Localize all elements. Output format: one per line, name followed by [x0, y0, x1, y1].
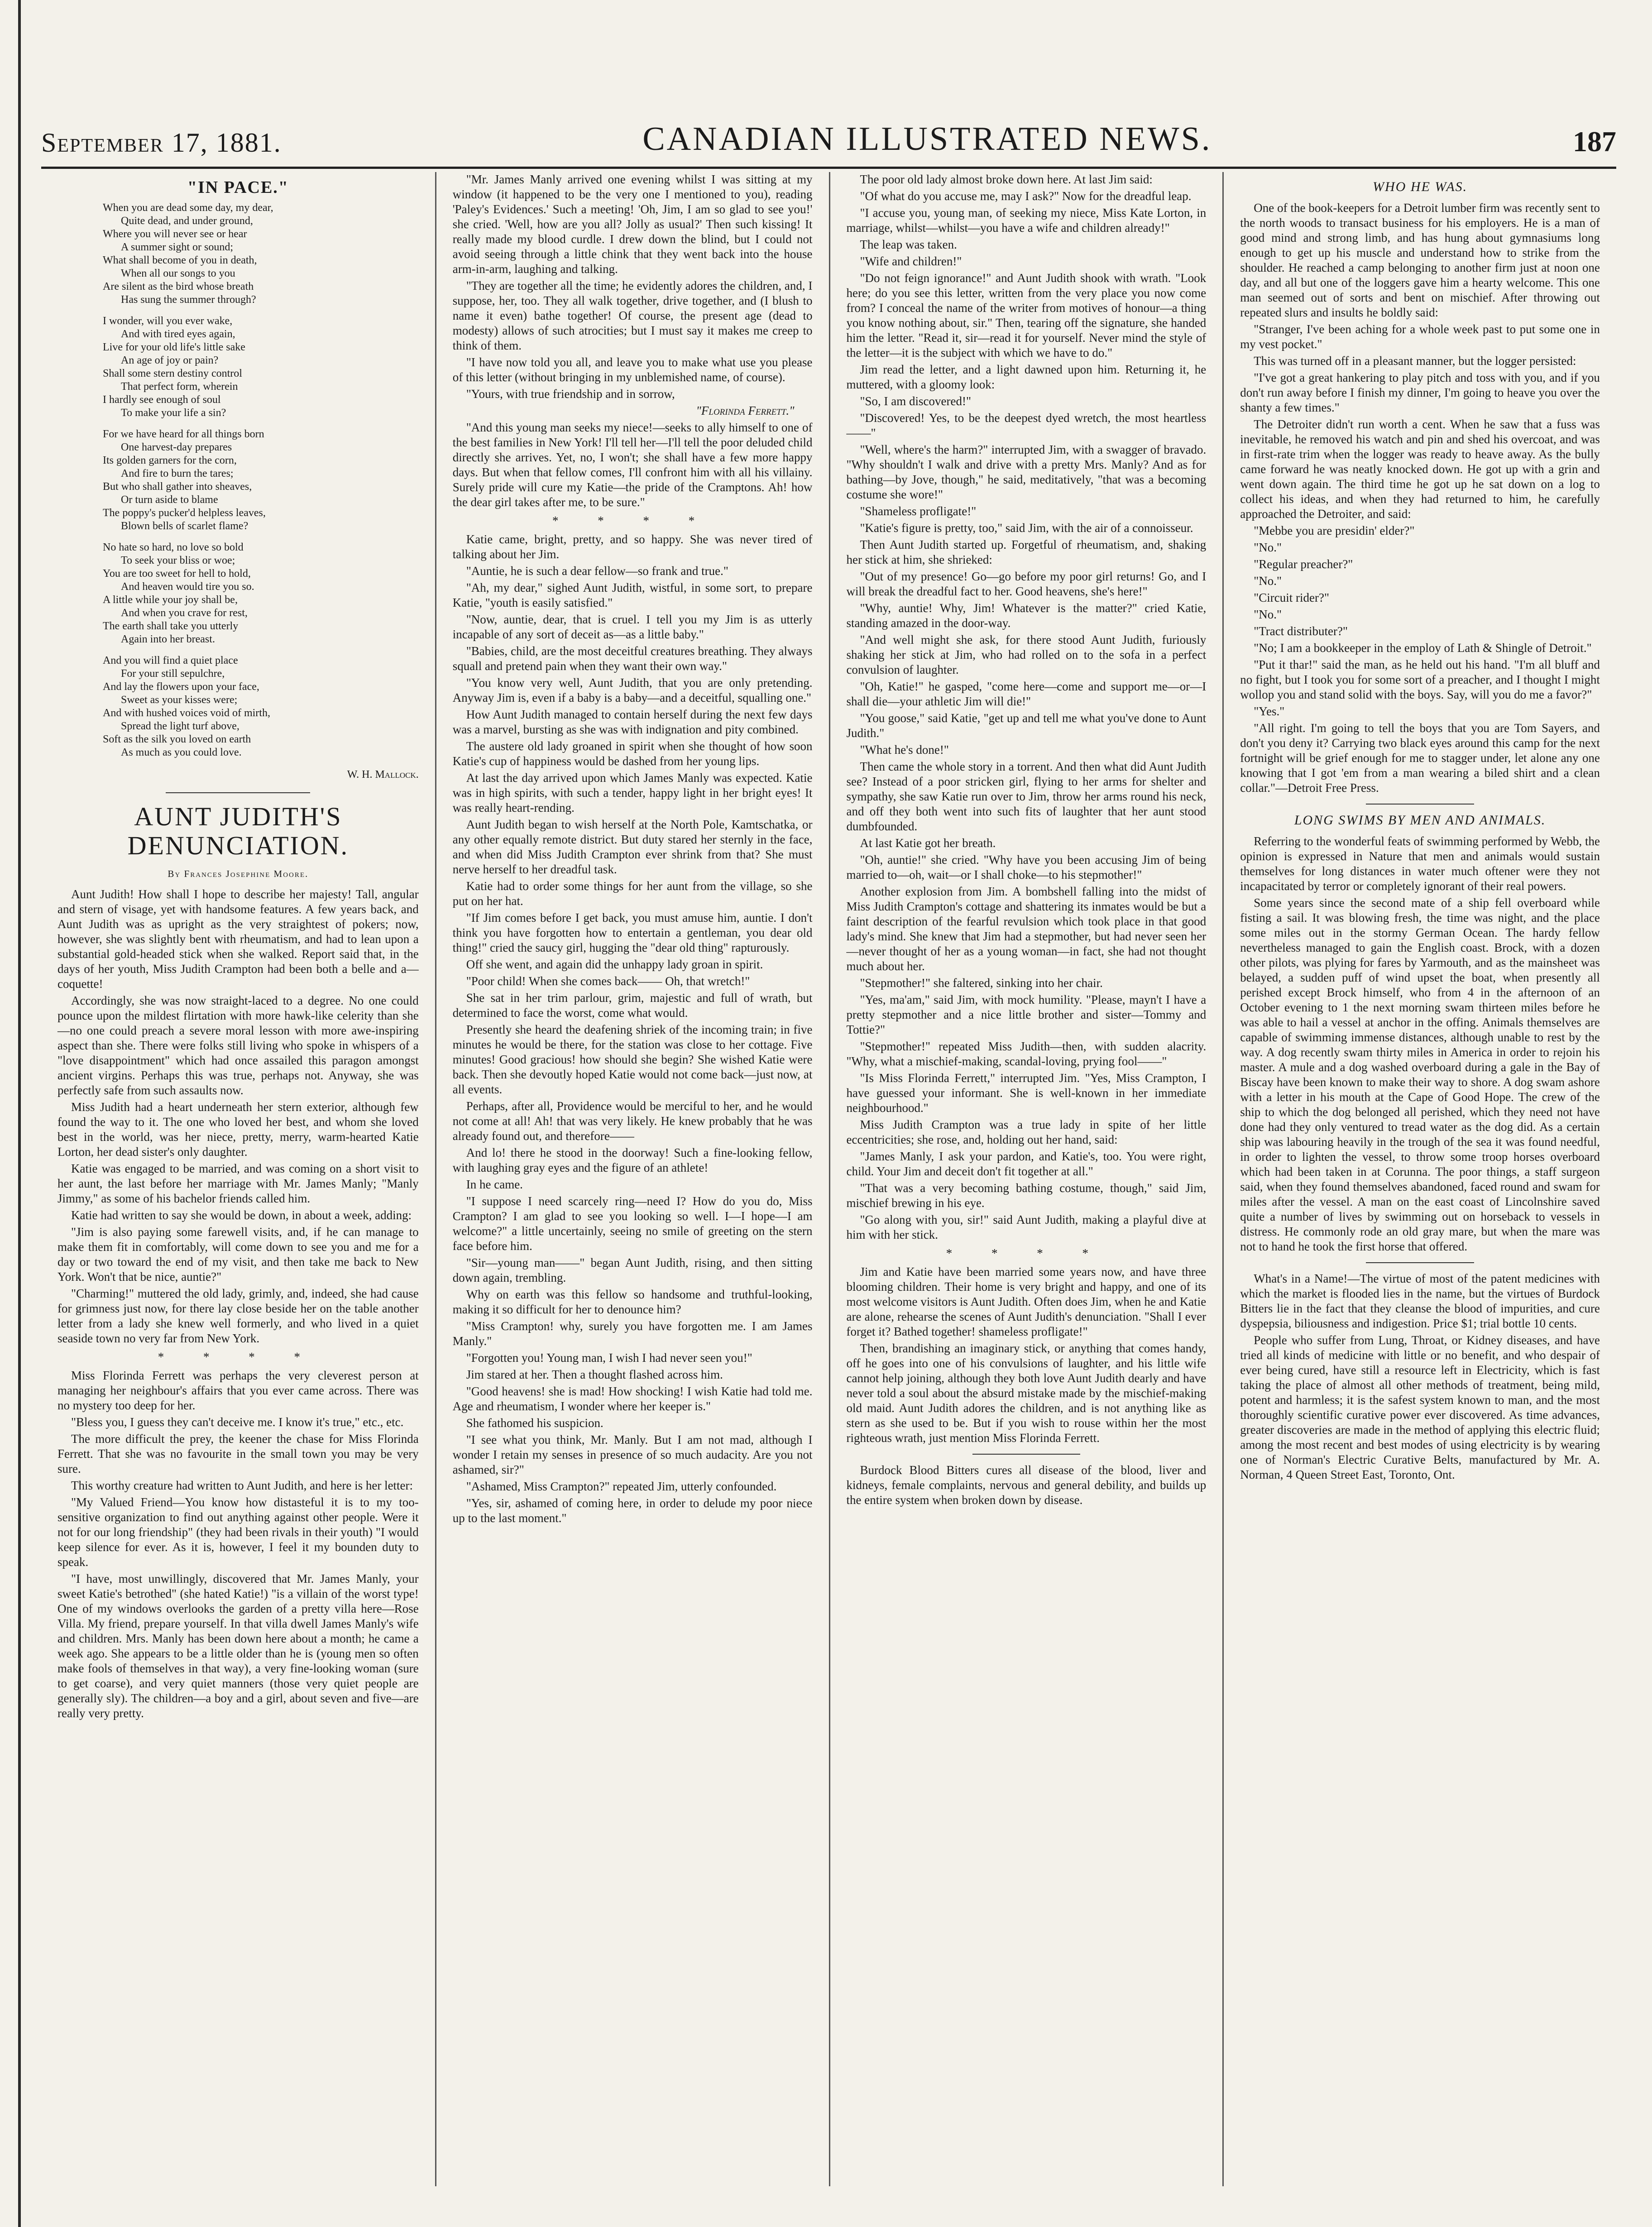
advertisement-burdock: Burdock Blood Bitters cures all disease of the blood, liver and kidneys, female complaints, nervous and general debility, and builds up the entire system when broken down by disease. [846, 1463, 1207, 1507]
paragraph: Perhaps, after all, Providence would be merciful to her, and he would not come at all! Ah! that was very likely. He knew probably that he was already found out, and therefore—— [452, 1099, 813, 1143]
poem-line: One harvest-day prepares [121, 441, 232, 453]
poem-stanza [103, 541, 419, 646]
paragraph: Another explosion from Jim. A bombshell falling into the midst of Miss Judith Crampton's cottage and shattering its inmates would be but a faint description of the fearful revulsion which took place in that good lady's mind. She knew that Jim had a stepmother, but had never seen her—never thought of her as a young woman—in fact, she had not thought much about her. [846, 885, 1207, 973]
paragraph: "Jim is also paying some farewell visits, and, if he can manage to make them fit in comfortably, will come down to see you and me for a day or two toward the end of my visit, and then take me back to New York. Won't that be nice, auntie?" [57, 1225, 419, 1284]
paragraph: "Discovered! Yes, to be the deepest dyed wretch, the most heartless——" [846, 411, 1207, 440]
paragraph: "My Valued Friend—You know how distasteful it is to my too-sensitive organization to find out anything against other people. Were it not for our long friendship" (they had been rivals in their youth) "I would keep silence for ever. As it is, however, I feel it my bounden duty to speak. [57, 1495, 419, 1569]
divider [1366, 1262, 1474, 1263]
paragraph: The more difficult the prey, the keener the chase for Miss Florinda Ferrett. That she was no favourite in the small town you may be very sure. [57, 1432, 419, 1475]
poem-line: The earth shall take you utterly [103, 620, 239, 632]
poem-stanza [103, 201, 419, 307]
poem-title: "IN PACE." [187, 178, 289, 197]
paragraph: "Shameless profligate!" [860, 504, 977, 518]
letter-signature: "Florinda Ferrett." [696, 404, 795, 417]
poem-line: Blown bells of scarlet flame? [121, 520, 249, 532]
paragraph: "What he's done!" [860, 743, 949, 757]
poem-line: The poppy's pucker'd helpless leaves, [103, 507, 266, 519]
paragraph: "Ah, my dear," sighed Aunt Judith, wistful, in some sort, to prepare Katie, "youth is easily satisfied." [452, 581, 813, 609]
poem-line: And fire to burn the tares; [121, 468, 234, 479]
paragraph: In he came. [466, 1178, 523, 1191]
poem-line: A summer sight or sound; [121, 241, 234, 253]
poem-body [57, 201, 419, 759]
story-byline: By Frances Josephine Moore. [168, 868, 309, 879]
paragraph: "Charming!" muttered the old lady, grimly, and, indeed, she had cause for grimness just now, for there lay close beside her on the table another letter from a lady she knew well formerly, and who lived in a quiet seaside town no very far from New York. [57, 1287, 419, 1345]
paragraph: "Yes, ma'am," said Jim, with mock humility. "Please, mayn't I have a pretty stepmother and a nice little brother and sister—Tommy and Tottie?" [846, 993, 1207, 1036]
advertisement-norman: People who suffer from Lung, Throat, or Kidney diseases, and have tried all kinds of medicine with little or no benefit, and who despair of ever being cured, have still a resource left in Electricity, which is fast taking the place of almost all other methods of treatment, being mild, potent and harmless; it is the safest system known to man, and the most thoroughly scientific curative power ever discovered. As time advances, greater discoveries are made in the method of applying this electric fluid; among the most recent and best modes of using electricity is by wearing one of Norman's Electric Curative Belts, manufactured by Mr. A. Norman, 4 Queen Street East, Toronto, Ont. [1240, 1333, 1600, 1481]
paragraph: "Oh, auntie!" she cried. "Why have you been accusing Jim of being married to—oh, wait—or I shall choke—to his stepmother!" [846, 853, 1207, 881]
paragraph: "Sir—young man——" began Aunt Judith, rising, and then sitting down again, trembling. [452, 1256, 813, 1284]
section-break: * * * * [946, 1246, 1106, 1260]
paragraph: "No." [1254, 574, 1282, 588]
story-text [453, 532, 813, 1526]
paragraph: The poor old lady almost broke down here. At last Jim said: [860, 172, 1153, 186]
paragraph: "Poor child! When she comes back—— Oh, that wretch!" [466, 974, 750, 988]
newspaper-page [18, 0, 1648, 2227]
paragraph: Presently she heard the deafening shriek of the incoming train; in five minutes he would be there, for the station was close to her cottage. Five minutes! Good gracious! how should she begin? She wished Katie were back. Then she devoutly hoped Katie would not come back—just now, at all events. [452, 1023, 813, 1096]
paragraph: "I accuse you, young man, of seeking my niece, Miss Kate Lorton, in marriage, whilst—whilst—you have a wife and children already!" [846, 206, 1207, 235]
poem-stanza [103, 428, 419, 533]
column-1 [41, 172, 435, 2186]
paragraph: Katie was engaged to be married, and was coming on a short visit to her aunt, the last before her marriage with Mr. James Manly; "Manly Jimmy," as some of his bachelor friends called him. [57, 1162, 419, 1205]
issue-date: September 17, 1881. [41, 128, 282, 158]
paragraph: "Bless you, I guess they can't deceive me. I know it's true," etc., etc. [71, 1415, 404, 1429]
paragraph: Aunt Judith began to wish herself at the North Pole, Kamtschatka, or any other equally remote district. But duty stared her sternly in the face, and when did Miss Judith Crampton ever shrink from that? She must nerve herself to her dreadful task. [452, 818, 813, 876]
paragraph: "Mr. James Manly arrived one evening whilst I was sitting at my window (it happened to be the very one I mentioned to you), reading 'Paley's Evidences.' Such a meeting! 'Oh, Jim, I am so glad to see you!' she cried. 'Well, how are you all? Jolly as usual?' Then such kissing! It really made my blood curdle. I drew down the blind, but I could not avoid seeing through a little chink that they went back into the house arm-in-arm, laughing and talking. [452, 172, 813, 276]
poem-line: No hate so hard, no love so bold [103, 541, 244, 553]
paragraph: "You goose," said Katie, "get up and tell me what you've done to Aunt Judith." [846, 711, 1207, 740]
poem-line: You are too sweet for hell to hold, [103, 568, 251, 579]
poem-line: For your still sepulchre, [121, 668, 225, 680]
paragraph: "You know very well, Aunt Judith, that you are only pretending. Anyway Jim is, even if a baby is a baby—and a deceitful, squalling one." [452, 676, 813, 704]
paragraph: "Katie's figure is pretty, too," said Jim, with the air of a connoisseur. [860, 521, 1193, 535]
paragraph: "I have now told you all, and leave you to make what use you please of this letter (without bringing in my unblemished name, of course). [452, 355, 813, 384]
paragraph: Referring to the wonderful feats of swimming performed by Webb, the opinion is expressed in Nature that men and animals would sustain themselves for long distances in water much oftener were they not incapacitated by terror or completely ignorant of their real powers. [1240, 834, 1600, 893]
divider [972, 1454, 1080, 1455]
paragraph: She fathomed his suspicion. [466, 1416, 603, 1430]
section-break: * * * * [158, 1350, 318, 1364]
poem-line: Are silent as the bird whose breath [103, 281, 254, 292]
paragraph: Jim and Katie have been married some years now, and have three blooming children. Their home is very bright and happy, and one of its most welcome visitors is Aunt Judith. Often does Jim, when he and Katie are alone, rehearse the scenes of Aunt Judith's denunciation. "Shall I ever forget it? Bathed together! shameless profligate!" [846, 1265, 1207, 1338]
poem-line: But who shall gather into sheaves, [103, 481, 252, 493]
paragraph: "No; I am a bookkeeper in the employ of Lath & Shingle of Detroit." [1254, 641, 1592, 655]
poem-line: And with hushed voices void of mirth, [103, 707, 270, 719]
paragraph: The leap was taken. [860, 238, 957, 251]
paragraph: "I see what you think, Mr. Manly. But I am not mad, although I wonder I retain my senses in presence of so much audacity. Are you not ashamed, sir?" [452, 1433, 813, 1476]
poem-line: And when you crave for rest, [121, 607, 248, 619]
poem-line: As much as you could love. [121, 747, 242, 758]
paragraph: "Ashamed, Miss Crampton?" repeated Jim, utterly confounded. [466, 1480, 777, 1493]
paragraph: Aunt Judith! How shall I hope to describe her majesty! Tall, angular and stern of visage, yet with handsome features. A few years back, and Aunt Judith was as upright as the very straightest of pokers; now, however, she was slightly bent with rheumatism, and had to lean upon a substantial gold-headed stick when she walked. Report said that, in the days of her youth, Miss Judith Crampton had been both a belle and a—coquette! [57, 887, 419, 991]
poem-line: A little while your joy shall be, [103, 594, 238, 606]
paragraph: This was turned off in a pleasant manner, but the logger persisted: [1254, 354, 1576, 368]
paragraph: Miss Judith Crampton was a true lady in spite of her little eccentricities; she rose, and, holding out her hand, said: [846, 1118, 1207, 1146]
paragraph: "Tract distributer?" [1254, 624, 1348, 638]
paragraph: "Babies, child, are the most deceitful creatures breathing. They always squall and pretend pain when they want their own way." [452, 644, 813, 673]
paragraph: At last Katie got her breath. [860, 836, 996, 850]
poem-line: Or turn aside to blame [121, 494, 218, 506]
paragraph: Then, brandishing an imaginary stick, or anything that comes handy, off he goes into one of his convulsions of laughter, and his little wife cannot help joining, although they both love Aunt Judith dearly and have never told a soul about the absurd mistake made by the mischief-making old maid. Aunt Judith adores the children, and is not anything like as stern as she used to be. But if you wish to rouse within her the most righteous wrath, just mention Miss Florinda Ferrett. [846, 1341, 1207, 1445]
paragraph: "No." [1254, 541, 1282, 554]
paragraph: "Stepmother!" repeated Miss Judith—then, with sudden alacrity. "Why, what a mischief-making, scandal-loving, prying fool——" [846, 1039, 1207, 1068]
paragraph: At last the day arrived upon which James Manly was expected. Katie was in high spirits, with such a tender, happy light in her bright eyes! It was really heart-rending. [452, 771, 813, 814]
poem-line: Sweet as your kisses were; [121, 694, 238, 706]
paragraph: "And well might she ask, for there stood Aunt Judith, furiously shaking her stick at Jim, who had rolled on to the sofa in a perfect convulsion of laughter. [846, 633, 1207, 676]
story-text [57, 1368, 419, 1721]
poem-line: And you will find a quiet place [103, 655, 238, 666]
poem-author: W. H. Mallock. [347, 769, 419, 781]
paragraph: "Auntie, he is such a dear fellow—so frank and true." [466, 564, 728, 578]
paragraph: "And this young man seeks my niece!—seeks to ally himself to one of the best families in New York! I'll tell her—I'll tell the poor deluded child directly she arrives. Yet, no, I won't; she shall have a few more happy days. But when that fellow comes, I'll confront him with all his villainy. Surely pride will cure my Katie—the pride of the Cramptons. Ah! how the dear girl takes after me, to be sure." [452, 421, 813, 509]
paragraph: "I suppose I need scarcely ring—need I? How do you do, Miss Crampton? I am glad to see you looking so well. I—I hope—I am welcome?" a little uncertainly, seeing no smile of greeting on the stern face before him. [452, 1194, 813, 1253]
paragraph: "Good heavens! she is mad! How shocking! I wish Katie had told me. Age and rheumatism, I wonder where her keeper is." [452, 1384, 813, 1413]
paragraph: "Yes." [1254, 704, 1285, 718]
poem-line: I wonder, will you ever wake, [103, 315, 233, 327]
paragraph: One of the book-keepers for a Detroit lumber firm was recently sent to the north woods to transact business for his employers. He is a man of good mind and strong limb, and has hung about gymnasiums long enough to get up his muscle and understand how to strike from the shoulder. He reached a camp belonging to another firm just at noon one day, and all but one of the loggers gave him a hearty welcome. This one man seemed out of sorts and bent on mischief. After throwing out repeated slurs and insults he boldly said: [1240, 201, 1600, 319]
poem-line: And lay the flowers upon your face, [103, 681, 259, 693]
paragraph: Miss Judith had a heart underneath her stern exterior, although few found the way to it. The one who loved her best, and whom she loved best in the world, was her niece, pretty, merry, warm-hearted Katie Lorton, her dead sister's only daughter. [57, 1100, 419, 1159]
poem-line: To seek your bliss or woe; [121, 555, 235, 566]
poem-line: An age of joy or pain? [121, 354, 219, 366]
paragraph: Then came the whole story in a torrent. And then what did Aunt Judith see? Instead of a poor stricken girl, flying to her arms for shelter and sympathy, she saw Katie run over to Jim, throw her arms round his neck, and off they both went into such fits of laughter that her aunt stood dumbfounded. [846, 760, 1207, 833]
paragraph: "James Manly, I ask your pardon, and Katie's, too. You were right, child. Your Jim and deceit don't fit together at all." [846, 1149, 1207, 1178]
publication-title: CANADIAN ILLUSTRATED NEWS. [642, 120, 1212, 158]
column-2 [435, 172, 829, 2186]
section-break: * * * * [552, 514, 713, 527]
paragraph: "Stranger, I've been aching for a whole week past to put some one in my vest pocket." [1240, 322, 1600, 351]
poem-line: Its golden garners for the corn, [103, 455, 237, 466]
paragraph: "Stepmother!" she faltered, sinking into her chair. [860, 976, 1103, 990]
poem-line: That perfect form, wherein [121, 381, 238, 393]
story-title: AUNT JUDITH'S DENUNCIATION. [127, 802, 349, 860]
paragraph: Why on earth was this fellow so handsome and truthful-looking, making it so difficult for her to denounce him? [452, 1288, 813, 1316]
article-title-who-he-was: WHO HE WAS. [1373, 179, 1468, 194]
paragraph: Katie came, bright, pretty, and so happy. She was never tired of talking about her Jim. [452, 532, 813, 561]
paragraph: "If Jim comes before I get back, you must amuse him, auntie. I don't think you have forgotten how to entertain a gentleman, you dear old thing!" cried the saucy girl, hugging the "dear old thing" rapturously. [452, 911, 813, 954]
paragraph: She sat in her trim parlour, grim, majestic and full of wrath, but determined to face the worst, come what would. [452, 991, 813, 1020]
poem-line: What shall become of you in death, [103, 254, 257, 266]
paragraph: "I've got a great hankering to play pitch and toss with you, and if you don't run away before I finish my dinner, I'm going to heave you over the shanty a few times." [1240, 371, 1600, 414]
paragraph: "Do not feign ignorance!" and Aunt Judith shook with wrath. "Look here; do you see this letter, written from the very place you now come from? I conceal the name of the writer from motives of honour—a thing you know nothing about, sir." Then, tearing off the signature, she handed him the letter. "Read it, sir—read it for yourself. Never mind the style of the letter—it is the subject with which we have to do." [846, 271, 1207, 359]
article-text [1240, 834, 1600, 1254]
paragraph: How Aunt Judith managed to contain herself during the next few days was a marvel, bursting as she was with indignation and pity combined. [452, 708, 813, 736]
paragraph: "I have, most unwillingly, discovered that Mr. James Manly, your sweet Katie's betrothed" (she hated Katie!) "is a villain of the worst type! One of my windows overlooks the garden of a pretty villa here—Rose Villa. My friend, prepare yourself. In that villa dwell James Manly's wife and children. Mrs. Manly has been down here about a month; he came a week ago. She appears to be a little older than he is (young men so often make fools of themselves in that way), a very fine-looking woman (sure to get coarse), and very quiet manners (those very quiet people are generally sly). The children—a boy and a girl, about seven and five—are really very pretty. [57, 1572, 419, 1720]
advertisement-whats-in-a-name: What's in a Name!—The virtue of most of the patent medicines with which the market is flooded lies in the name, but the virtues of Burdock Bitters lie in the fact that they cleanse the blood of impurities, and cure dyspepsia, biliousness and indigestion. Price $1; trial bottle 10 cents. [1240, 1272, 1600, 1330]
poem-line: Shall some stern destiny control [103, 368, 242, 379]
columns [41, 172, 1616, 2186]
paragraph: "Well, where's the harm?" interrupted Jim, with a swagger of bravado. "Why shouldn't I walk and drive with a pretty Mrs. Manly? And as for bathing—by Jove, though," he said, meditatively, "that was a becoming costume she wore!" [846, 443, 1207, 501]
column-4 [1222, 172, 1616, 2186]
paragraph: Jim read the letter, and a light dawned upon him. Returning it, he muttered, with a gloomy look: [846, 363, 1207, 391]
masthead [41, 104, 1616, 169]
paragraph: "Mebbe you are presidin' elder?" [1254, 524, 1415, 537]
paragraph: "Regular preacher?" [1254, 557, 1353, 571]
paragraph: "Is Miss Florinda Ferrett," interrupted Jim. "Yes, Miss Crampton, I have guessed your informant. She is well-known in her immediate neighbourhood." [846, 1071, 1207, 1115]
story-text [453, 420, 813, 510]
article-title-long-swims: LONG SWIMS BY MEN AND ANIMALS. [1294, 813, 1546, 828]
paragraph: Jim stared at her. Then a thought flashed across him. [466, 1368, 723, 1381]
poem-line: Again into her breast. [121, 633, 215, 645]
paragraph: Accordingly, she was now straight-laced to a degree. No one could pounce upon the mildest flirtation with more hawk-like celerity than she—no one could preach a severe moral lesson with more awe-inspiring aspect than she. There were folks still living who spoke in whispers of a "love disappointment" which had once assailed this paragon amongst ancient virgins. Perhaps this was true, perhaps not. Anyway, she was perfectly safe from such assaults now. [57, 994, 419, 1097]
paragraph: The austere old lady groaned in spirit when she thought of how soon Katie's cup of happiness would be dashed from her young lips. [452, 739, 813, 768]
paragraph: "Now, auntie, dear, that is cruel. I tell you my Jim is as utterly incapable of any sort of deceit as—as a little baby." [452, 613, 813, 641]
story-text [847, 1264, 1207, 1446]
poem-line: For we have heard for all things born [103, 428, 264, 440]
poem-stanza [103, 315, 419, 420]
paragraph: Miss Florinda Ferrett was perhaps the very cleverest person at managing her neighbour's affairs that you ever came across. There was no mystery too deep for her. [57, 1369, 419, 1412]
paragraph: "Circuit rider?" [1254, 591, 1329, 604]
paragraph: And lo! there he stood in the doorway! Such a fine-looking fellow, with laughing gray eyes and the figure of an athlete! [452, 1146, 813, 1174]
paragraph: "Of what do you accuse me, may I ask?" Now for the dreadful leap. [860, 189, 1192, 203]
paragraph: The Detroiter didn't run worth a cent. When he saw that a fuss was inevitable, he removed his watch and pin and shed his overcoat, and was in first-rate trim when the logger was ready to heave away. As the bully came forward he was neatly knocked down. He got up with a grin and went down again. The third time he got up he sat down on a log to collect his ideas, and when they had returned to him, he carefully approached the Detroiter, and said: [1240, 417, 1600, 521]
poem-line: Spread the light turf above, [121, 720, 239, 732]
poem-line: When you are dead some day, my dear, [103, 202, 273, 214]
paragraph: Some years since the second mate of a ship fell overboard while fisting a sail. It was blowing fresh, the time was night, and the place some miles out in the stormy German Ocean. The hardy fellow nevertheless managed to gain the English coast. Brock, with a dozen other pilots, was plying for fares by Yarmouth, and as the mainsheet was belayed, a sudden puff of wind upset the boat, when presently all perished except Brock himself, who from 4 in the afternoon of an October evening to 1 the next morning swam thirteen miles before he was able to hail a vessel at anchor in the offing. Animals themselves are capable of swimming immense distances, although unable to rest by the way. A dog recently swam thirty miles in America in order to rejoin his master. A mule and a dog washed overboard during a gale in the Bay of Biscay have been known to make their way to shore. A dog swam ashore with a letter in his mouth at the Cape of Good Hope. The crew of the ship to which the dog belonged all perished, which they need not have done had they only ventured to tread water as the dog did. As a certain ship was labouring heavily in the trough of the sea it was found needful, in order to lighten the vessel, to throw some troop horses overboard which had been taken in at Corunna. The poor things, a staff surgeon said, when they found themselves abandoned, faced round and swam for miles after the vessel. A man on the east coast of Lincolnshire saved quite a number of lives by swimming out on horseback to vessels in distress. He commonly rode an old gray mare, but when the mare was not to hand he took the first horse that offered. [1240, 896, 1600, 1253]
poem-line: Quite dead, and under ground, [121, 215, 253, 227]
paragraph: "They are together all the time; he evidently adores the children, and, I suppose, her, too. They all walk together, drive together, and (I blush to name it even) bathe together! Of course, the present age (dead to modesty) allows of such atrocities; but I must say it makes me creep to think of them. [452, 279, 813, 352]
paragraph: "Why, auntie! Why, Jim! Whatever is the matter?" cried Katie, standing amazed in the door-way. [846, 601, 1207, 630]
paragraph: "Wife and children!" [860, 254, 962, 268]
paragraph: "Forgotten you! Young man, I wish I had never seen you!" [466, 1351, 752, 1365]
story-text [847, 172, 1207, 1242]
paragraph: "Out of my presence! Go—go before my poor girl returns! Go, and I will break the dreadful fact to her. Good heavens, she's here!" [846, 570, 1207, 598]
paragraph: "Go along with you, sir!" said Aunt Judith, making a playful dive at him with her stick. [846, 1213, 1207, 1241]
page-number: 187 [1573, 125, 1616, 158]
poem-line: When all our songs to you [121, 268, 235, 279]
column-3 [829, 172, 1223, 2186]
poem-line: I hardly see enough of soul [103, 394, 221, 406]
poem-stanza [103, 654, 419, 759]
poem-line: Live for your old life's little sake [103, 341, 245, 353]
poem-line: Soft as the silk you loved on earth [103, 733, 251, 745]
paragraph: "All right. I'm going to tell the boys that you are Tom Sayers, and don't you deny it? Carrying two black eyes around this camp for the next fortnight will be grief enough for me to stagger under, let alone any one knowing that I got 'em from a man wearing a biled shirt and a clean collar."—Detroit Free Press. [1240, 721, 1600, 795]
paragraph: This worthy creature had written to Aunt Judith, and here is her letter: [71, 1479, 413, 1492]
poem-line: Where you will never see or hear [103, 228, 247, 240]
divider [1366, 804, 1474, 805]
paragraph: Then Aunt Judith started up. Forgetful of rheumatism, and, shaking her stick at him, she shrieked: [846, 538, 1207, 566]
paragraph: "No." [1254, 608, 1282, 621]
poem-line: And with tired eyes again, [121, 328, 235, 340]
story-text [57, 887, 419, 1346]
poem-line: Has sung the summer through? [121, 294, 256, 306]
paragraph: Katie had written to say she would be down, in about a week, adding: [71, 1208, 412, 1222]
paragraph: "Put it thar!" said the man, as he held out his hand. "I'm all bluff and no fight, but I took you for some sort of a preacher, and I thought I might wollop you and stand solid with the boys. Say, will you do me a favor?" [1240, 658, 1600, 701]
story-text [453, 172, 813, 402]
paragraph: "Oh, Katie!" he gasped, "come here—come and support me—or—I shall die—your athletic Jim will die!" [846, 680, 1207, 708]
article-text [1240, 201, 1600, 795]
paragraph: "So, I am discovered!" [860, 394, 971, 408]
poem-line: To make your life a sin? [121, 407, 226, 419]
paragraph: Off she went, and again did the unhappy lady groan in spirit. [466, 958, 763, 971]
paragraph: "Yours, with true friendship and in sorrow, [466, 387, 675, 401]
paragraph: "Yes, sir, ashamed of coming here, in order to delude my poor niece up to the last moment." [452, 1496, 813, 1525]
paragraph: Katie had to order some things for her aunt from the village, so she put on her hat. [452, 879, 813, 908]
paragraph: "That was a very becoming bathing costume, though," said Jim, mischief brewing in his eye. [846, 1181, 1207, 1210]
divider [166, 792, 310, 793]
paragraph: "Miss Crampton! why, surely you have forgotten me. I am James Manly." [452, 1319, 813, 1348]
poem-line: And heaven would tire you so. [121, 581, 254, 593]
